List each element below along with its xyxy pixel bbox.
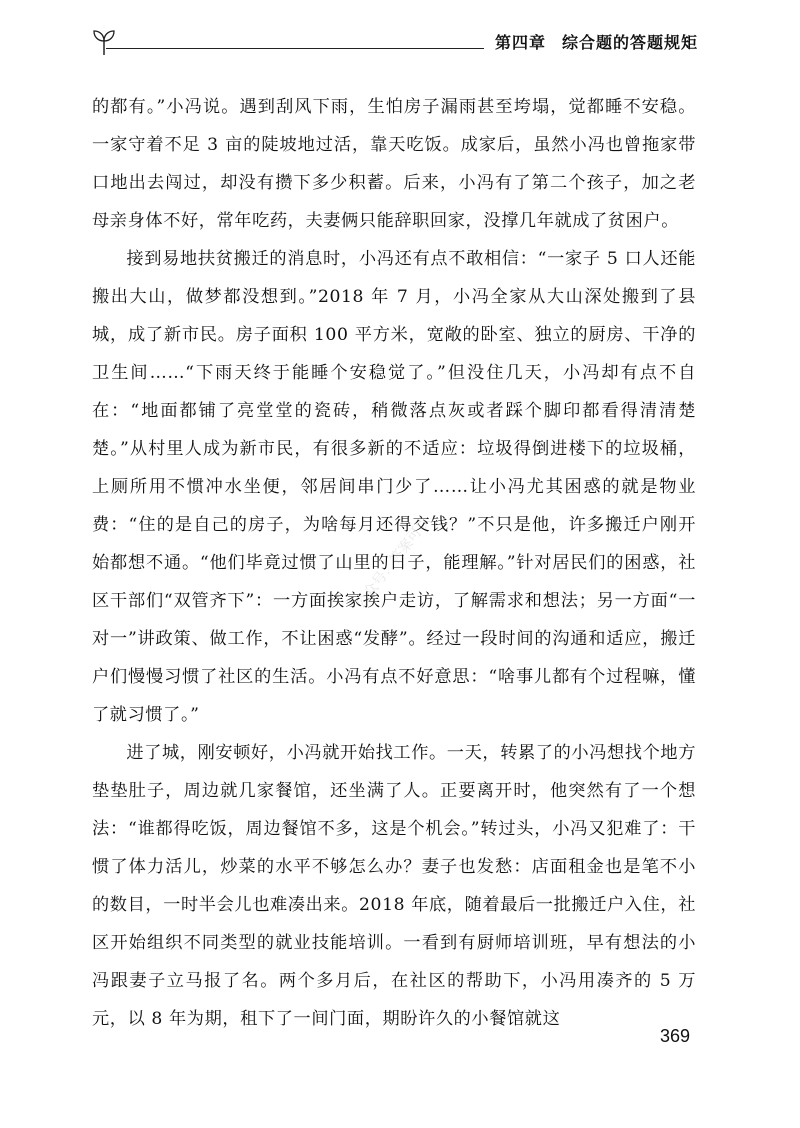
paragraph-3: 进了城，刚安顿好，小冯就开始找工作。一天，转累了的小冯想找个地方垫垫肚子，周边就几家餐馆，还坐满了人。正要离开时，他突然有了一个想法：“谁都得吃饭，周边餐馆不多，这是个机会。”转过头，小冯又犯难了：干惯了体力活儿，炒菜的水平不够怎么办？妻子也发愁：店面租金也是笔不小的数目，一时半会儿也难凑出来。2018 年底，随着最后一批搬迁户入住，社区开始组织不同类型的就业技能培训。一看到有厨师培训班，早有想法的小冯跟妻子立马报了名。两个多月后，在社区的帮助下，小冯用凑齐的 5 万元，以 8 年为期，租下了一间门面，期盼许久的小餐馆就这 — [92, 743, 696, 1029]
paragraph-2: 接到易地扶贫搬迁的消息时，小冯还有点不敢相信：“一家子 5 口人还能搬出大山，做梦都没想到。”2018 年 7 月，小冯全家从大山深处搬到了县城，成了新市民。房子面积 100 平方米，宽敞的卧室、独立的厨房、干净的卫生间……“下雨天终于能睡个安稳觉了。”但没住几天，小冯却有点不自在：“地面都铺了亮堂堂的瓷砖，稍微落点灰或者踩个脚印都看得清清楚楚。”从村里人成为新市民，有很多新的不适应：垃圾得倒进楼下的垃圾桶，上厕所用不惯冲水坐便，邻居间串门少了……让小冯尤其困惑的就是物业费：“住的是自己的房子，为啥每月还得交钱？”不只是他，许多搬迁户刚开始都想不通。“他们毕竟过惯了山里的日子，能理解。”针对居民们的困惑，社区干部们“双管齐下”：一方面挨家挨户走访，了解需求和想法；另一方面“一对一”讲政策、做工作，不让困惑“发酵”。经过一段时间的沟通和适应，搬迁户们慢慢习惯了社区的生活。小冯有点不好意思：“啥事儿都有个过程嘛，懂了就习惯了。” — [92, 249, 696, 725]
chapter-title: 综合题的答题规矩 — [561, 33, 698, 52]
page-number: 369 — [659, 1026, 690, 1046]
paragraph-1: 的都有。”小冯说。遇到刮风下雨，生怕房子漏雨甚至垮塌，觉都睡不安稳。一家守着不足 3 亩的陡坡地过活，靠天吃饭。成家后，虽然小冯也曾拖家带口地出去闯过，却没有攒下多少积蓄。后来，小冯有了第二个孩子，加之老母亲身体不好，常年吃药，夫妻俩只能辞职回家，没撑几年就成了贫困户。 — [92, 97, 696, 231]
sprout-icon — [92, 28, 116, 56]
page-header — [92, 28, 698, 58]
chapter-number: 第四章 — [494, 33, 546, 52]
watermark: 公众号：答案可以 — [352, 513, 434, 612]
body-text — [92, 88, 696, 1038]
chapter-heading — [495, 30, 698, 53]
header-rule — [106, 48, 484, 49]
